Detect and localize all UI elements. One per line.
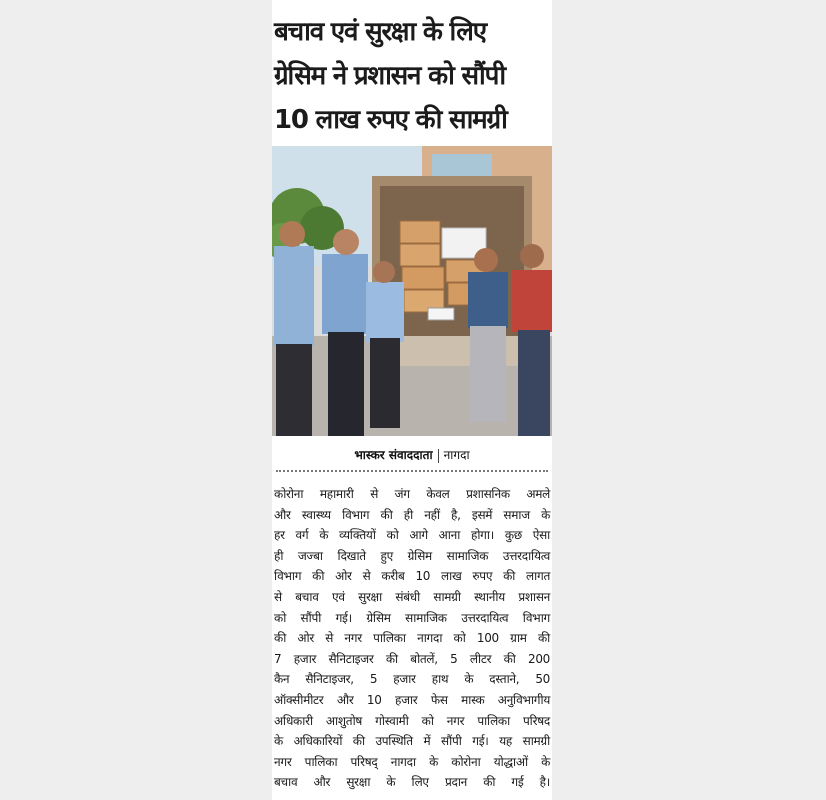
byline [272, 437, 552, 473]
body-line-2: और स्वास्थ्य विभाग की ही नहीं है, इसमें समाज के [274, 507, 550, 522]
body-line-12: अधिकारी आशुतोष गोस्वामी को नगर पालिका परिषद [274, 713, 550, 728]
body-line-10: कैन सैनिटाइजर, 5 हजार हाथ के दस्ताने, 50 [274, 672, 550, 687]
body-line-3: हर वर्ग के व्यक्तियों को आगे आना होगा। कुछ ऐसा [274, 528, 550, 543]
body-line-15: बचाव और सुरक्षा के लिए प्रदान की गई है। [274, 775, 550, 790]
news-photo [272, 146, 552, 436]
body-line-9: 7 हजार सैनिटाइजर की बोतलें, 5 लीटर की 200 [274, 651, 550, 666]
body-line-6: से बचाव एवं सुरक्षा संबंधी सामग्री स्थानीय प्रशासन [274, 589, 550, 604]
body-line-1: कोरोना महामारी से जंग केवल प्रशासनिक अमले [274, 487, 550, 501]
body-line-11: ऑक्सीमीटर और 10 हजार फेस मास्क अनुविभागीय [274, 692, 550, 707]
headline-line-1: बचाव एवं सुरक्षा के लिए [274, 17, 486, 47]
dotted-divider [276, 470, 548, 472]
body-line-7: को सौंपी गई। ग्रेसिम सामाजिक उत्तरदायित्व विभाग [274, 610, 550, 625]
body-line-14: नगर पालिका परिषद् नागदा के कोरोना योद्धाओं के [274, 754, 550, 769]
headline [272, 0, 552, 146]
headline-line-3: 10 लाख रुपए की सामग्री [274, 105, 507, 135]
body-line-5: विभाग की ओर से करीब 10 लाख रुपए की लागत [274, 569, 550, 584]
news-photo-illustration [272, 146, 552, 436]
body-line-13: के अधिकारियों की उपस्थिति में सौंपी गई। यह सामग्री [274, 734, 550, 749]
body-line-4: ही जज्बा दिखाते हुए ग्रेसिम सामाजिक उत्तरदायित्व [274, 548, 550, 563]
byline-separator [438, 449, 439, 463]
article-body [272, 484, 552, 793]
byline-location: नागदा [443, 448, 470, 462]
newspaper-clipping [272, 0, 552, 800]
byline-reporter: भास्कर संवाददाता [354, 448, 433, 462]
headline-line-2: ग्रेसिम ने प्रशासन को सौंपी [274, 61, 505, 91]
body-line-8: की ओर से नगर पालिका नागदा को 100 ग्राम की [274, 631, 550, 646]
